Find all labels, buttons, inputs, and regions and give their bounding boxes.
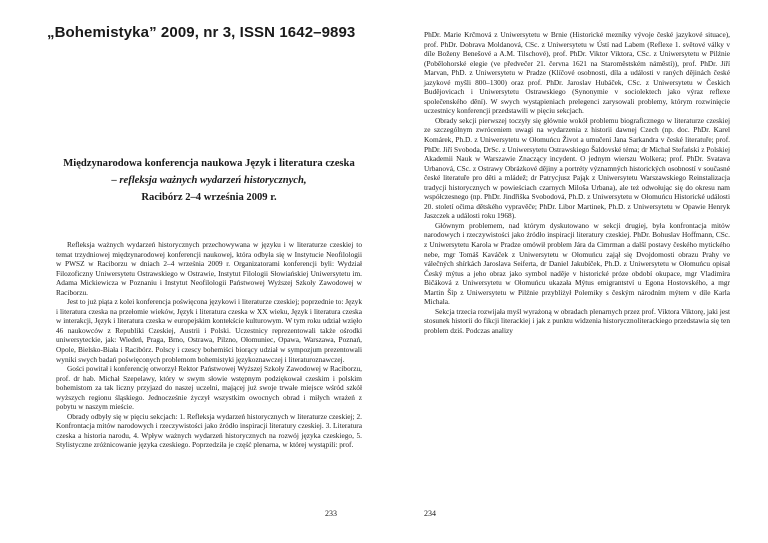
page-number-right: 234 bbox=[424, 509, 436, 518]
title-line-3: Racibórz 2–4 września 2009 r. bbox=[141, 192, 277, 203]
right-page bbox=[384, 0, 768, 543]
paragraph: Refleksja ważnych wydarzeń historycznych przechowywana w języku i w literaturze czeskiej to temat trzydniowej międzynarodowej konferencji naukowej, która odbyła się w Instytucie Neofilologii w PWSZ w Raciborzu w dniach 2–4 września 2009 r. Organizatorami konferencji byli: Wydział Filozoficzny Uniwersytetu Ostrawskiego w Ostrawie, Instytut Filologii Słowiańskiej Uniwersytetu im. Adama Mickiewicza w Poznaniu i Instytut Neofilologii Państwowej Wyższej Szkoły Zawodowej w Raciborzu. bbox=[56, 240, 362, 297]
journal-header: „Bohemistyka” 2009, nr 3, ISSN 1642–9893 bbox=[47, 24, 356, 41]
right-text-column bbox=[424, 30, 730, 336]
paragraph: Głównym problemem, nad którym dyskutowano w sekcji drugiej, była konfrontacja mitów narodowych i rzeczywistości jako źródło inspiracji literatury czeskiej. PhDr. Bohuslav Hoffmann, CSc. z Uniwersytetu Karola w Pradze omówił problem Jára da Cimrman a další postavy českého mytického nebe, mgr Tomáš Kaváček z Uniwersytetu w Ołomuńcu zajął się Dvojdomosti obrazu Prahy ve válečných shírkách Jaroslava Seiferta, dr Daniel Jakubíček, Ph.D. z Uniwersytetu w Ołomuńcu opisał Český mýtus a jeho obraz jako symbol naděje v historické próze období okupace, mgr Vladimíra Bičáková z Uniwersytetu w Ołomuńcu ukazała Mýtus emigrantství u Egona Hostovského, a mgr Martin Šíp z Uniwersytetu w Pilźnie przybliżył Polemiky s českým národním mýtem v díle Karla Michala. bbox=[424, 220, 730, 307]
paragraph: Obrady odbyły się w pięciu sekcjach: 1. Refleksja wydarzeń historycznych w literaturze czeskiej; 2. Konfrontacja mitów narodowych i rzeczywistości jako źródło inspiracji literatury czeskiej. 3. Literatura czeska a historia narodu, 4. Wpływ ważnych wydarzeń historycznych na rozwój języka czeskiego, 5. Stylistyczne zróżnicowanie języka czeskiego. Poprzedziła je część plenarna, w której wystąpili: prof. bbox=[56, 411, 362, 450]
left-text-column bbox=[56, 240, 362, 450]
paragraph: PhDr. Marie Krčmová z Uniwersytetu w Brnie (Historické mezníky vývoje české jazykové situace), prof. PhDr. Dobrava Moldanová, CSc. z Uniwersytetu w Ústí nad Labem (Reflexe 1. světové války v díle Boženy Benešové a A.M. Tilschové), prof. PhDr. Viktor Viktora, CSc. z Uniwersytetu w Pilźnie (Pobělohorské elegie (ve předvečer 21. června 1621 na Staroměstském náměstí)), prof. PhDr. Jiří Marvan, PhD. z Uniwersytetu w Pradze (Klíčové osobnosti, díla a události v raných dějinách české jazykové myšli 800–1300) oraz prof. PhDr. Jaroslav Hubáček, CSc. z Uniwersytetu w Českich Budějovicach i Uniwersytetu Ostrawskiego (Synonymie v sociolektech jako výraz reflexe společenského dění). W swych wystąpieniach prelegenci zarysowali problemy, którym rozwinięcie uczestnicy konferencji przedstawili w pięciu sekcjach. bbox=[424, 30, 730, 116]
page-number-left: 233 bbox=[325, 509, 337, 518]
paragraph: Jest to już piąta z kolei konferencja poświęcona językowi i literaturze czeskiej; poprzednie to: Język i literatura czeska na przełomie wieków, Język i literatura czeska w XX wieku, Język i literatura czeska w interakcji, Język i literatura czeska w europejskim kontekście kulturowym. W tym roku udział wzięło 46 naukowców z Republiki Czeskiej, Austrii i Polski. Uczestnicy reprezentowali także ośrodki uniwersyteckie, jak: Wiedeń, Praga, Brno, Ostrawa, Pilzno, Ołomuniec, Opawa, Warszawa, Poznań, Opole, Bielsko-Biała i Racibórz. Polscy i czescy bohemiści biorący udział w sympozjum prezentowali wyniki swych badań poświęconych problemom bohemistyki językoznawczej i literaturoznawczej. bbox=[56, 297, 362, 364]
article-title bbox=[56, 155, 362, 206]
title-line-2: – refleksja ważnych wydarzeń historycznych, bbox=[111, 175, 307, 186]
title-line-1: Międzynarodowa konferencja naukowa Język i literatura czeska bbox=[63, 158, 355, 169]
paragraph: Sekcja trzecia rozwijała myśl wyrażoną w obradach plenarnych przez prof. Viktora Viktorę, jaki jest stosunek historii do fikcji literackiej i jak z punktu widzenia historycznoliterackiego przedstawia się ten problem dziś. Podczas analizy bbox=[424, 306, 730, 335]
paragraph: Gości powitał i konferencję otworzył Rektor Państwowej Wyższej Szkoły Zawodowej w Raciborzu, prof. dr hab. Michał Szepelawy, który w swym słowie wstępnym podziękował czeskim i polskim bohemistom za tak liczny przyjazd do naszej uczelni, mającej już swoje trwałe miejsce wśród szkół wyższych regionu śląskiego. Jednocześnie życzył wszystkim owocnych obrad i miłych wrażeń z pobytu w naszym mieście. bbox=[56, 364, 362, 412]
paragraph: Obrady sekcji pierwszej toczyły się głównie wokół problemu biograficznego w literaturze czeskiej ze szczególnym zwróceniem uwagi na wydarzenia z historii dawnej Czech (np. doc. PhDr. Karel Komárek, Ph.D. z Uniwersytetu w Ołomuńcu Život a umučení Jana Sarkandra v české literatuře; prof. PhDr. Jiří Svoboda, DrSc. z Uniwersytetu Ostrawskiego Šaldovské téma; dr Michał Stefański z Polskiej Akademii Nauk w Warszawie Znaczący incydent. O jednym wierszu Wolkera; prof. PhDr. Svatava Urbanová, CSc. z Ostrawy Obrázkové dějiny a portréty významných historických osobností v současné české literatuře pro děti a mládež; dr Patrycjusz Pająk z Uniwersytetu Warszawskiego Reinstalizacja tradycji historycznych w powieściach czarnych Miloša Urbana), ale też odwołując się do okresu nam współczesnego (np. PhDr. Jindřiška Svobodová, Ph.D. z Uniwersytetu w Ołomuńcu Historické události 20. století očima dětského vypravěče; PhDr. Libor Martinek, Ph.D. z Uniwersytetu w Opawie Henryk Jaszczek a události roku 1968). bbox=[424, 115, 730, 221]
